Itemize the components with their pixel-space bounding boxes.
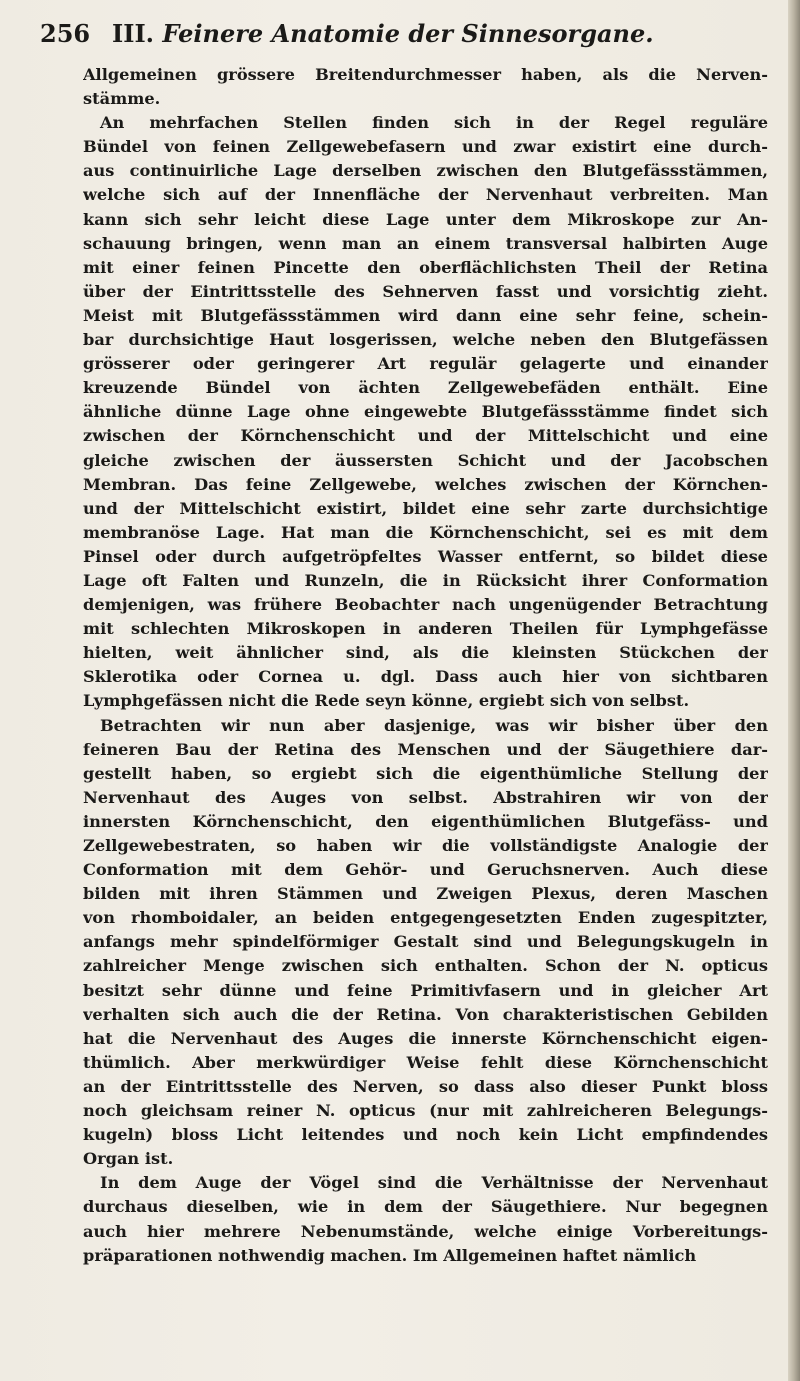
text-line: Lage oft Falten und Runzeln, die in Rücksicht ihrer Conformation — [83, 570, 768, 590]
text-line: aus continuirliche Lage derselben zwischen den Blutgefässstämmen, — [83, 161, 768, 181]
text-line: Allgemeinen grössere Breitendurchmesser haben, als die Nerven- — [83, 65, 768, 84]
page-edge — [788, 0, 800, 1381]
text-line: thümlich. Aber merkwürdiger Weise fehlt diese Körnchenschicht — [83, 1052, 768, 1072]
paragraph — [83, 63, 768, 111]
text-line: präparationen nothwendig machen. Im Allgemeinen haftet nämlich — [83, 1245, 697, 1265]
text-line: kugeln) bloss Licht leitendes und noch kein Licht empfindendes — [83, 1125, 768, 1145]
text-line: Pinsel oder durch aufgetröpfeltes Wasser entfernt, so bildet diese — [83, 546, 768, 566]
text-line: In dem Auge der Vögel sind die Verhältnisse der Nervenhaut — [100, 1173, 768, 1193]
running-head — [40, 14, 760, 54]
text-line: mit schlechten Mikroskopen in anderen Theilen für Lymphgefässe — [83, 619, 768, 639]
text-line: an der Eintrittsstelle des Nerven, so dass also dieser Punkt bloss — [83, 1076, 768, 1096]
text-line: Zellgewebestraten, so haben wir die vollständigste Analogie der — [83, 836, 768, 855]
text-line: stämme. — [83, 89, 161, 109]
text-line: welche sich auf der Innenfläche der Nervenhaut verbreiten. Man — [83, 185, 768, 205]
text-line: Bündel von feinen Zellgewebefasern und zwar existirt eine durch- — [83, 137, 768, 157]
text-line: Betrachten wir nun aber dasjenige, was wir bisher über den — [100, 715, 768, 735]
chapter-heading — [112, 14, 654, 54]
text-line: von rhomboidaler, an beiden entgegengesetzten Enden zugespitzter, — [83, 908, 768, 928]
paragraph — [83, 1171, 768, 1267]
body-text — [83, 63, 768, 1268]
text-line: kann sich sehr leicht diese Lage unter dem Mikroskope zur An- — [83, 209, 768, 229]
text-line: hat die Nervenhaut des Auges die innerste Körnchenschicht eigen- — [83, 1028, 768, 1048]
text-line: über der Eintrittsstelle des Sehnerven fasst und vorsichtig zieht. — [83, 281, 768, 301]
paragraph — [83, 111, 768, 713]
paragraph — [83, 714, 768, 1172]
text-line: bar durchsichtige Haut losgerissen, welche neben den Blutgefässen — [83, 330, 768, 350]
text-line: Lymphgefässen nicht die Rede seyn könne, ergiebt sich von selbst. — [83, 691, 690, 711]
text-line: Meist mit Blutgefässstämmen wird dann eine sehr feine, schein- — [83, 305, 768, 325]
chapter-number: III. — [112, 19, 155, 48]
text-line: An mehrfachen Stellen finden sich in der Regel reguläre — [100, 113, 768, 133]
text-line: gleiche zwischen der äussersten Schicht und der Jacobschen — [83, 450, 768, 470]
text-line: feineren Bau der Retina des Menschen und der Säugethiere dar- — [83, 739, 768, 759]
text-line: kreuzende Bündel von ächten Zellgewebefäden enthält. Eine — [83, 378, 768, 398]
text-line: schauung bringen, wenn man an einem transversal halbirten Auge — [83, 233, 768, 253]
text-line: auch hier mehrere Nebenumstände, welche einige Vorbereitungs- — [83, 1221, 768, 1241]
text-line: durchaus dieselben, wie in dem der Säugethiere. Nur begegnen — [83, 1197, 768, 1217]
text-line: besitzt sehr dünne und feine Primitivfasern und in gleicher Art — [83, 980, 768, 1000]
text-line: Membran. Das feine Zellgewebe, welches zwischen der Körnchen- — [83, 474, 768, 494]
text-line: membranöse Lage. Hat man die Körnchenschicht, sei es mit dem — [83, 522, 768, 542]
text-line: bilden mit ihren Stämmen und Zweigen Plexus, deren Maschen — [83, 884, 768, 904]
text-line: gestellt haben, so ergiebt sich die eigenthümliche Stellung der — [83, 763, 768, 783]
text-line: noch gleichsam reiner N. opticus (nur mit zahlreicheren Belegungs- — [83, 1101, 768, 1121]
text-line: Nervenhaut des Auges von selbst. Abstrahiren wir von der — [83, 787, 768, 807]
text-line: mit einer feinen Pincette den oberflächlichsten Theil der Retina — [83, 257, 768, 277]
chapter-title: Feinere Anatomie der Sinnesorgane. — [162, 19, 654, 48]
text-line: zwischen der Körnchenschicht und der Mittelschicht und eine — [83, 426, 768, 446]
page-number: 256 — [40, 19, 91, 48]
text-line: Conformation mit dem Gehör- und Geruchsnerven. Auch diese — [83, 860, 768, 880]
text-line: demjenigen, was frühere Beobachter nach ungenügender Betrachtung — [83, 595, 768, 615]
text-line: ähnliche dünne Lage ohne eingewebte Blutgefässstämme findet sich — [83, 402, 768, 422]
text-line: verhalten sich auch die der Retina. Von charakteristischen Gebilden — [83, 1004, 768, 1024]
text-line: innersten Körnchenschicht, den eigenthümlichen Blutgefäss- und — [83, 811, 768, 831]
text-line: anfangs mehr spindelförmiger Gestalt sind und Belegungskugeln in — [83, 932, 768, 952]
text-line: grösserer oder geringerer Art regulär gelagerte und einander — [83, 354, 768, 374]
text-line: zahlreicher Menge zwischen sich enthalten. Schon der N. opticus — [83, 956, 768, 976]
text-line: und der Mittelschicht existirt, bildet eine sehr zarte durchsichtige — [83, 498, 768, 518]
text-line: hielten, weit ähnlicher sind, als die kleinsten Stückchen der — [83, 643, 768, 663]
text-line: Organ ist. — [83, 1149, 174, 1169]
text-line: Sklerotika oder Cornea u. dgl. Dass auch hier von sichtbaren — [83, 667, 768, 687]
